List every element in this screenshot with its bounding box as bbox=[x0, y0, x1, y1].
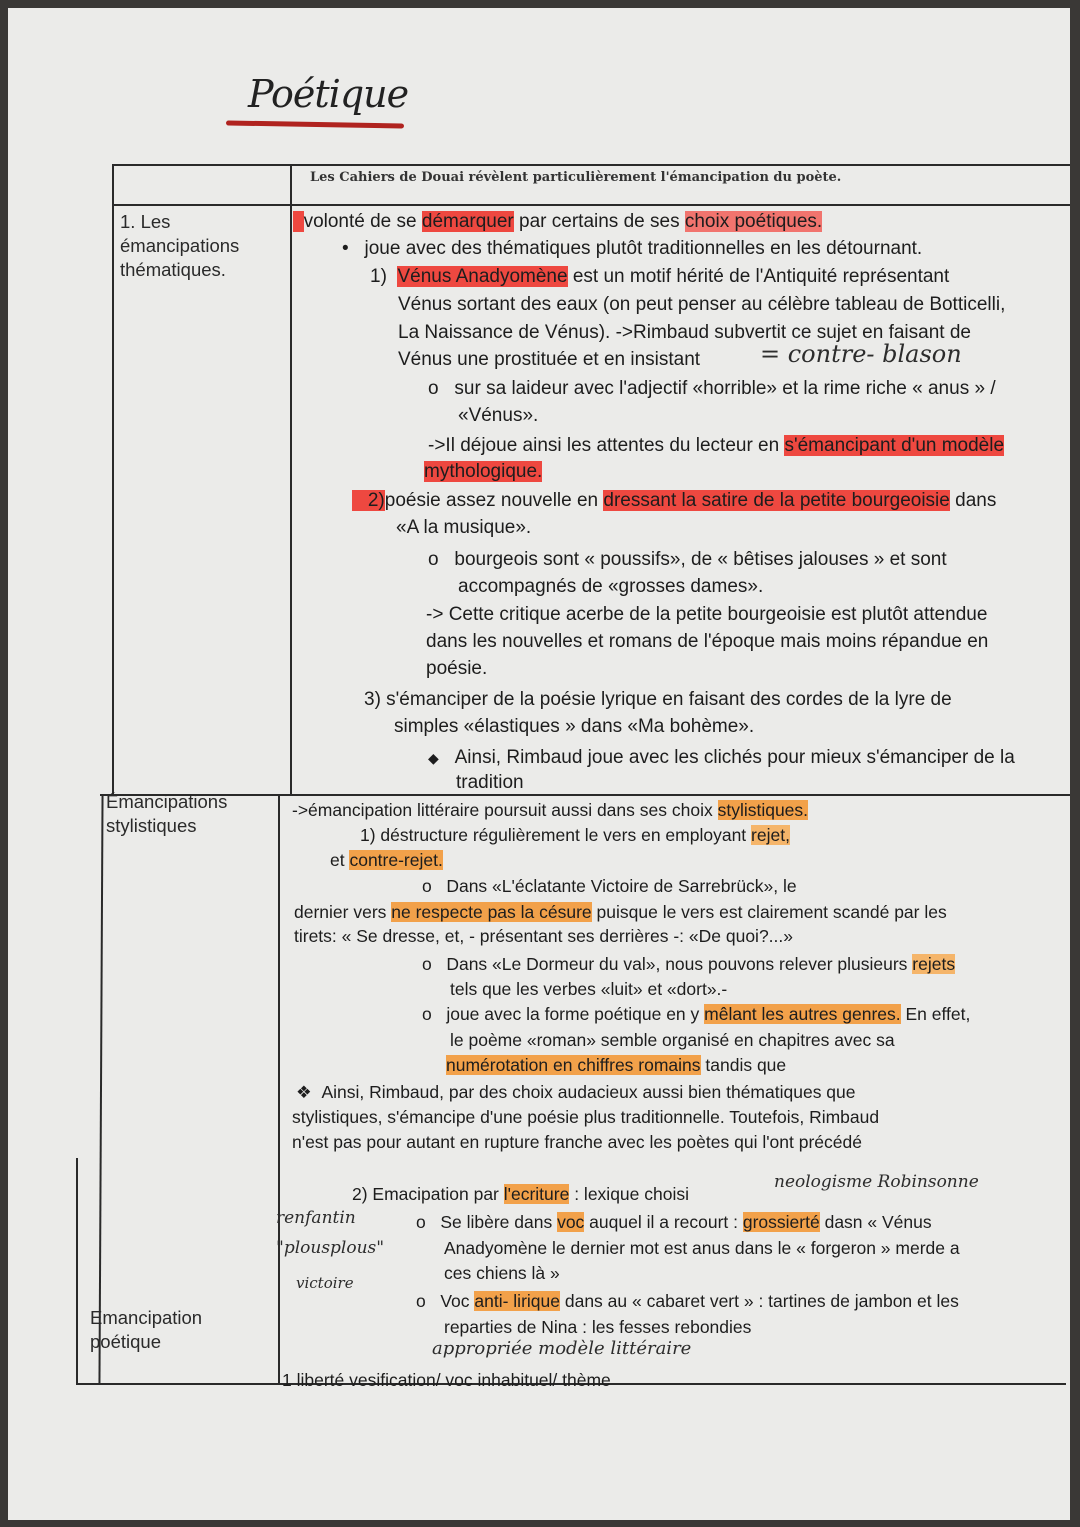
table-column-divider bbox=[290, 164, 292, 796]
circle-bullet-icon: o bbox=[416, 1291, 426, 1311]
circle-bullet-icon: o bbox=[428, 549, 439, 570]
circle-bullet-icon: o bbox=[422, 876, 432, 896]
handwritten-note: victoire bbox=[296, 1274, 354, 1292]
bullet-icon: • bbox=[342, 238, 349, 259]
s3-sub-line: o Se libère dans voc auquel il a recourt : grossierté dasn « Vénus bbox=[416, 1212, 932, 1232]
s2-line: numérotation en chiffres romains tandis que bbox=[446, 1055, 787, 1075]
s3-sub-line: o Voc anti- lirique dans au « cabaret vert » : tartines de jambon et les bbox=[416, 1291, 959, 1311]
s2-sub-line: o Dans «Le Dormeur du val», nous pouvons relever plusieurs rejets bbox=[422, 954, 956, 974]
s1-line: ->Il déjoue ainsi les attentes du lecteur en s'émancipant d'un modèle bbox=[428, 435, 1005, 456]
star-bullet-icon: ❖ bbox=[296, 1082, 312, 1102]
s3-line: Anadyomène le dernier mot est anus dans le « forgeron » merde a bbox=[444, 1238, 960, 1258]
highlight: numérotation en chiffres romains bbox=[446, 1055, 701, 1075]
highlight: contre-rejet. bbox=[349, 850, 443, 870]
label-line: thématiques. bbox=[120, 259, 226, 280]
s1-line: 1) Vénus Anadyomène est un motif hérité de l'Antiquité représentant bbox=[370, 266, 950, 287]
highlight: dressant la satire de la petite bourgeoisie bbox=[603, 490, 950, 511]
s3-summary-line: 1 liberté vesification/ voc inhabituel/ thème bbox=[282, 1370, 611, 1390]
s1-line: 3) s'émanciper de la poésie lyrique en faisant des cordes de la lyre de bbox=[364, 689, 952, 710]
s1-diamond-line: ◆ Ainsi, Rimbaud joue avec les clichés pour mieux s'émanciper de la bbox=[428, 747, 1015, 768]
label-line: stylistiques bbox=[106, 815, 197, 836]
highlight: 2) bbox=[352, 490, 385, 511]
s1-line: accompagnés de «grosses dames». bbox=[458, 576, 764, 597]
s2-line: ->émancipation littéraire poursuit aussi dans ses choix stylistiques. bbox=[292, 800, 809, 820]
highlight: mythologique. bbox=[424, 461, 543, 482]
label-line: Émancipations bbox=[106, 791, 228, 812]
highlight: démarquer bbox=[421, 211, 514, 232]
page-title: Poétique bbox=[248, 72, 409, 116]
s1-line: volonté de se démarquer par certains de ses choix poétiques. bbox=[293, 210, 822, 234]
s1-line: Vénus une prostituée et en insistant bbox=[398, 349, 701, 370]
table-top-border bbox=[112, 164, 1070, 166]
s1-line: La Naissance de Vénus). ->Rimbaud subvertit ce sujet en faisant de bbox=[398, 322, 971, 343]
highlight-mark bbox=[293, 211, 304, 232]
table-left-border-bottom bbox=[76, 1158, 78, 1385]
circle-bullet-icon: o bbox=[422, 1004, 432, 1024]
circle-bullet-icon: o bbox=[428, 378, 439, 399]
document-page bbox=[8, 8, 1070, 1520]
s1-sub-line: o sur sa laideur avec l'adjectif «horrible» et la rime riche « anus » / bbox=[428, 378, 996, 399]
s1-line: -> Cette critique acerbe de la petite bourgeoisie est plutôt attendue bbox=[426, 604, 988, 625]
s2-line: et contre-rejet. bbox=[330, 850, 443, 870]
handwritten-note: = contre- blason bbox=[760, 340, 962, 368]
header-caption: Les Cahiers de Douai révèlent particulièrement l'émancipation du poète. bbox=[310, 170, 842, 185]
label-line: poétique bbox=[90, 1331, 161, 1352]
highlight: mêlant les autres genres. bbox=[704, 1004, 901, 1024]
s3-line: 2) Emacipation par l'ecriture : lexique choisi bbox=[352, 1184, 689, 1204]
handwritten-note: neologisme Robinsonne bbox=[774, 1172, 979, 1192]
s1-line: Vénus sortant des eaux (on peut penser au célèbre tableau de Botticelli, bbox=[398, 294, 1006, 315]
circle-bullet-icon: o bbox=[416, 1212, 426, 1232]
handwritten-note: appropriée modèle littéraire bbox=[432, 1338, 692, 1359]
highlight: s'émancipant d'un modèle bbox=[784, 435, 1005, 456]
s2-star-line: ❖ Ainsi, Rimbaud, par des choix audacieux aussi bien thématiques que bbox=[296, 1082, 856, 1102]
highlight: rejets bbox=[912, 954, 956, 974]
highlight: grossierté bbox=[742, 1212, 820, 1232]
highlight: stylistiques. bbox=[717, 800, 809, 820]
s3-line: ces chiens là » bbox=[444, 1263, 560, 1283]
s2-line: tels que les verbes «luit» et «dort».- bbox=[450, 979, 728, 999]
section-label-poetique bbox=[90, 1306, 202, 1354]
s1-sub-line: o bourgeois sont « poussifs», de « bêtises jalouses » et sont bbox=[428, 549, 947, 570]
section-label-thematiques bbox=[120, 210, 239, 282]
title-underline bbox=[226, 120, 404, 128]
highlight: voc bbox=[557, 1212, 585, 1232]
highlight: Vénus Anadyomène bbox=[397, 266, 568, 287]
s2-line: n'est pas pour autant en rupture franche avec les poètes qui l'ont précédé bbox=[292, 1132, 862, 1152]
table-left-border-lower bbox=[98, 794, 103, 1384]
table-column-divider-lower bbox=[278, 794, 280, 1384]
label-line: émancipations bbox=[120, 235, 240, 256]
section-label-stylistiques bbox=[106, 790, 227, 838]
circle-bullet-icon: o bbox=[422, 954, 432, 974]
table-header-divider bbox=[112, 204, 1070, 206]
s2-line: 1) déstructure régulièrement le vers en employant rejet, bbox=[360, 825, 790, 845]
s3-line: reparties de Nina : les fesses rebondies bbox=[444, 1317, 752, 1337]
highlight: anti- lirique bbox=[474, 1291, 560, 1311]
s1-line bbox=[424, 460, 542, 484]
s1-line: dans les nouvelles et romans de l'époque mais moins répandue en bbox=[426, 631, 989, 652]
highlight: ne respecte pas la césure bbox=[391, 902, 592, 922]
s2-sub-line: o Dans «L'éclatante Victoire de Sarrebrück», le bbox=[422, 876, 797, 896]
highlight: choix poétiques. bbox=[684, 211, 823, 232]
s1-line: «A la musique». bbox=[396, 517, 532, 538]
table-row-divider bbox=[100, 794, 1070, 796]
s1-bullet-line: • joue avec des thématiques plutôt traditionnelles en les détournant. bbox=[342, 238, 923, 259]
label-line: 1. Les bbox=[120, 211, 171, 232]
s1-line: «Vénus». bbox=[458, 405, 539, 426]
s1-line: poésie. bbox=[426, 658, 488, 679]
label-line: Emancipation bbox=[90, 1307, 203, 1328]
s2-line: le poème «roman» semble organisé en chapitres avec sa bbox=[450, 1030, 895, 1050]
handwritten-note: renfantin bbox=[276, 1208, 356, 1228]
table-left-border bbox=[112, 164, 114, 796]
s2-sub-line: o joue avec la forme poétique en y mêlant les autres genres. En effet, bbox=[422, 1004, 971, 1024]
highlight: l'ecriture bbox=[503, 1184, 570, 1204]
diamond-bullet-icon: ◆ bbox=[428, 750, 439, 766]
handwritten-note: "plousplous" bbox=[276, 1238, 385, 1258]
s2-line: dernier vers ne respecte pas la césure puisque le vers est clairement scandé par les bbox=[294, 902, 947, 922]
s2-line: tirets: « Se dresse, et, - présentant ses derrières -: «De quoi?...» bbox=[294, 926, 793, 946]
s1-line: simples «élastiques » dans «Ma bohème». bbox=[394, 716, 755, 737]
s1-line: 2)poésie assez nouvelle en dressant la satire de la petite bourgeoisie dans bbox=[352, 489, 996, 513]
s1-line: tradition bbox=[456, 772, 524, 793]
s2-line: stylistiques, s'émancipe d'une poésie plus traditionnelle. Toutefois, Rimbaud bbox=[292, 1107, 880, 1127]
highlight: rejet, bbox=[751, 825, 790, 845]
